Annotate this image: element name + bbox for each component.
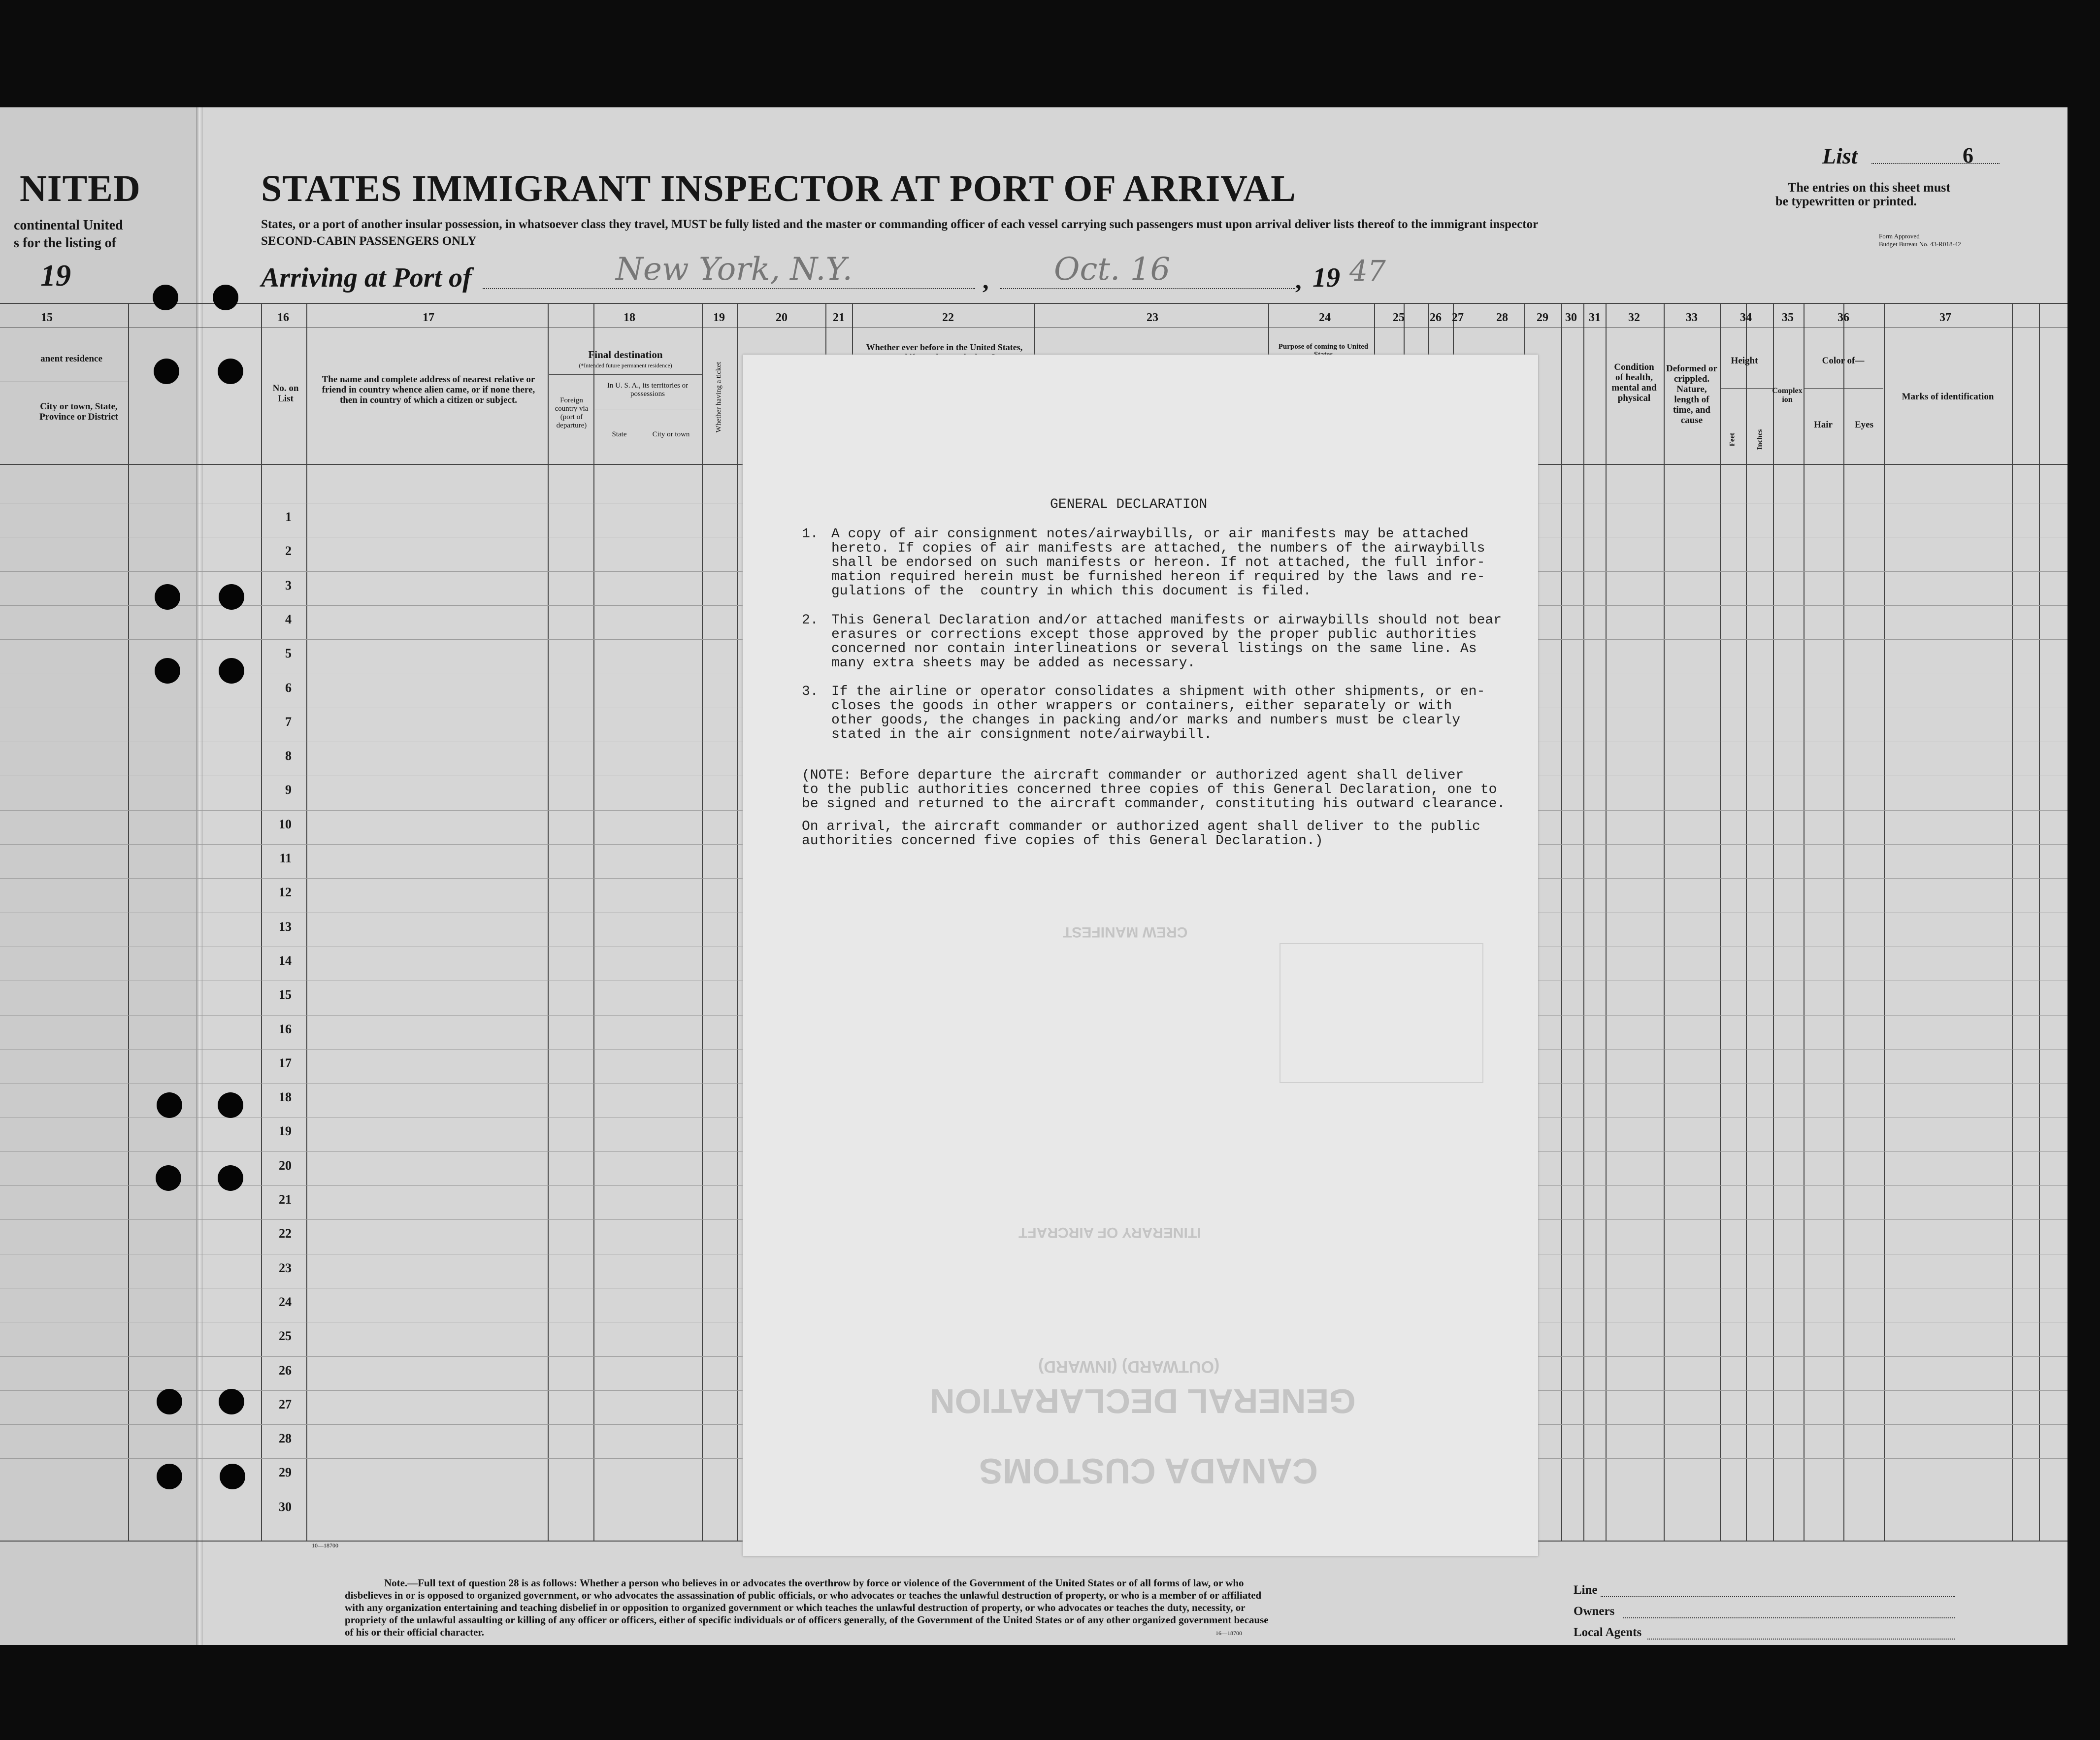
ghost-itinerary-heading: ITINERARY OF AIRCRAFT: [1018, 1224, 1201, 1241]
footer-line-label: Line: [1574, 1583, 1598, 1597]
column-line: [2039, 303, 2040, 1541]
row-number: 1: [285, 510, 292, 524]
col18-foreign-header: Foreign country via (port of departure): [555, 396, 589, 429]
punch-hole: [155, 584, 180, 610]
column-number: 17: [423, 311, 434, 324]
column-number: 19: [713, 311, 725, 324]
column-number: 20: [776, 311, 788, 324]
item1-text: A copy of air consignment notes/airwaybills, or air manifests may be attached hereto. If copies of air manifests are attached, the numbers of the airwaybills shall be endorsed on such manifests or hereon. If not attached, the full infor- mation required herein must be furnished hereon if required by the laws and re- gulations of the country in which this document is filed.: [831, 526, 1485, 599]
entries-note-line2: be typewritten or printed.: [1775, 194, 1917, 208]
form-approved-line1: Form Approved: [1879, 232, 1920, 240]
punch-hole: [153, 285, 178, 310]
column-number: 23: [1147, 311, 1158, 324]
left-fragment-line1: continental United: [14, 218, 123, 233]
footer-note-code: 16—18700: [1215, 1630, 1242, 1637]
column-number: 28: [1496, 311, 1508, 324]
column-number: 22: [942, 311, 954, 324]
column-number: 37: [1939, 311, 1951, 324]
row-number: 9: [285, 783, 292, 797]
item3-number: 3.: [802, 684, 819, 699]
page-fold: [196, 107, 203, 1645]
row-number: 7: [285, 714, 292, 729]
column-number: 35: [1782, 311, 1794, 324]
arriving-date-line: [1000, 288, 1295, 289]
column-line: [737, 303, 738, 1541]
column-number: 24: [1319, 311, 1331, 324]
declaration-note: (NOTE: Before departure the aircraft commander or authorized agent shall deliver to the public authorities concerned three copies of this General Declaration, one to be signed and returned to the aircraft commander, constituting his outward clearance.: [802, 768, 1506, 812]
column-number: 21: [833, 311, 845, 324]
declaration-note-arrival: On arrival, the aircraft commander or authorized agent shall deliver to the public authorities concerned five copies of this General Declaration.): [802, 819, 1480, 849]
footer-owners-label: Owners: [1574, 1605, 1615, 1618]
general-declaration-document: [743, 355, 1538, 1556]
punch-hole: [218, 359, 243, 384]
column-number: 31: [1589, 311, 1601, 324]
col22-header: Whether ever before in the United States,: [866, 342, 1023, 352]
col18-subtitle: (*Intended future permanent residence): [579, 362, 672, 369]
row-number: 6: [285, 680, 292, 695]
column-number: 34: [1740, 311, 1752, 324]
column-line: [1773, 303, 1774, 1541]
row-number: 3: [285, 578, 292, 592]
row-number: 29: [279, 1465, 292, 1480]
column-line: [1804, 303, 1805, 1541]
row-number: 25: [279, 1329, 292, 1344]
column-line: [1746, 303, 1747, 1541]
col24-header: Purpose of coming to United: [1278, 343, 1369, 351]
col34-header: Height: [1731, 356, 1758, 366]
ghost-declaration-heading: GENERAL DECLARATION: [930, 1382, 1356, 1420]
column-number: 16: [277, 311, 289, 324]
title-left-fragment: NITED: [20, 168, 141, 209]
ghost-manifest-heading: CREW MANIFEST: [1063, 924, 1188, 940]
item2-text: This General Declaration and/or attached manifests or airwaybills should not bear erasures or corrections except those approved by the proper public authorities concerned nor contain interlineations or several listings on the same line. As many extra sheets may be added as necessary.: [831, 613, 1502, 671]
row-number: 2: [285, 544, 292, 558]
col15-top-header: anent residence: [40, 354, 102, 364]
row-number: 20: [279, 1158, 292, 1173]
col18-city-header: City or town: [652, 430, 690, 438]
punch-hole: [218, 1092, 243, 1118]
col36-header: Color of—: [1822, 356, 1865, 366]
punch-hole: [219, 658, 244, 684]
column-number: 36: [1838, 311, 1849, 324]
entries-note-line1: The entries on this sheet must: [1788, 180, 1951, 195]
item3-text: If the airline or operator consolidates a shipment with other shipments, or en- closes the goods in other wrappers or containers, either separately or with other goods, the changes in packing and/or marks and numbers must be clearly stated in the air consignment note/airwaybill.: [831, 684, 1485, 742]
ghost-declaration-sub: (OUTWARD) (INWARD): [1038, 1357, 1220, 1376]
row-number: 16: [279, 1021, 292, 1036]
page-title: STATES IMMIGRANT INSPECTOR AT PORT OF ARRIVAL: [261, 168, 1296, 209]
ghost-stamp-box: [1280, 943, 1483, 1083]
list-number: 6: [1963, 143, 1973, 167]
column-number: 15: [41, 311, 53, 324]
table-top-border: [0, 303, 2067, 304]
col37-header: Marks of identification: [1902, 392, 1994, 402]
row-number: 14: [279, 953, 292, 968]
footer-agents-field: [1647, 1638, 1955, 1640]
col34-feet-header: Feet: [1728, 432, 1737, 447]
footer-owners-field: [1623, 1617, 1955, 1618]
row-number: 21: [279, 1192, 292, 1207]
col34-inches-header: Inches: [1756, 429, 1764, 450]
list-label: List: [1822, 143, 1858, 168]
column-line: [593, 303, 594, 1541]
punch-hole: [219, 1389, 244, 1414]
ghost-customs-heading: CANADA CUSTOMS: [979, 1451, 1318, 1490]
row-number: 18: [279, 1090, 292, 1105]
row-number: 30: [279, 1499, 292, 1514]
subtitle-line1: States, or a port of another insular possession, in whatsoever class they travel, MUST be fully listed and the master or commanding officer of each vessel carrying such passengers must upon arrival deliver lists thereof to the immigrant inspector: [261, 218, 1539, 231]
punch-hole: [213, 285, 238, 310]
arriving-date-handwritten: Oct. 16: [1054, 251, 1171, 288]
col19-header: Whether having a ticket: [715, 361, 723, 433]
column-number: 33: [1686, 311, 1698, 324]
col36-divider: [1804, 388, 1883, 389]
col35-header: Complexion: [1772, 387, 1803, 404]
row-number: 15: [279, 987, 292, 1002]
col18-state-header: State: [612, 430, 627, 438]
col18-usa-header: In U. S. A., its territories or possessions: [607, 382, 689, 398]
column-number: 26: [1430, 311, 1442, 324]
punch-hole: [157, 1464, 182, 1489]
punch-hole: [156, 1165, 181, 1191]
row-number: 4: [285, 612, 292, 626]
column-number: 32: [1628, 311, 1640, 324]
declaration-title: GENERAL DECLARATION: [1050, 497, 1208, 512]
item1-number: 1.: [802, 526, 819, 542]
row-number: 27: [279, 1397, 292, 1412]
column-number: 18: [623, 311, 635, 324]
year-prefix: 19: [1312, 263, 1340, 293]
row-number: 19: [279, 1124, 292, 1139]
punch-hole: [157, 1389, 182, 1414]
column-number: 29: [1537, 311, 1548, 324]
punch-hole: [220, 1464, 245, 1489]
row-number: 8: [285, 749, 292, 763]
punch-hole: [219, 584, 244, 610]
col34-divider: [1720, 388, 1773, 389]
col36-eyes-header: Eyes: [1855, 420, 1873, 430]
arriving-port-handwritten: New York, N.Y.: [616, 251, 853, 288]
footer-line-field: [1601, 1596, 1955, 1597]
col18-title: Final destination: [588, 349, 663, 361]
column-line: [2012, 303, 2013, 1541]
column-line: [128, 303, 129, 1541]
left-year: 19: [40, 259, 71, 293]
column-line: [1664, 303, 1665, 1541]
row-number: 17: [279, 1055, 292, 1070]
footer-agents-label: Local Agents: [1574, 1626, 1642, 1639]
row-number: 26: [279, 1363, 292, 1378]
column-line: [548, 303, 549, 1541]
row-number: 24: [279, 1294, 292, 1309]
arriving-label: Arriving at Port of: [261, 263, 472, 293]
column-line: [1884, 303, 1885, 1541]
column-line: [1583, 303, 1584, 1541]
punch-hole: [157, 1092, 182, 1118]
footer-note: Note.—Full text of question 28 is as follows: Whether a person who believes in or advocates the overthrow by force or violence of the Government of the United States or of all forms of law, or who disbelieves in or is opposed to organized government, or who advocates the assassination of public officials, or who advocates or teaches the unlawful destruction of property, or who is a member of or affiliated with any organization entertaining and teaching disbelief in or opposition to organized government or which teaches the unlawful destruction of property, or who advocates or teaches the duty, necessity, or propriety of the unlawful assaulting or killing of any officer or officers, either of specific individuals or of officers generally, of the Government of the United States or of any other organized government because of his or their official character.: [345, 1577, 1269, 1638]
row-number: 5: [285, 646, 292, 661]
row-number: 12: [279, 885, 292, 900]
row-number: 23: [279, 1260, 292, 1275]
column-line: [1561, 303, 1562, 1541]
col36-hair-header: Hair: [1814, 420, 1833, 430]
col16-header: No. on List: [272, 383, 299, 404]
col33-header: Deformed or crippled. Nature, length of time, and cause: [1666, 363, 1717, 426]
column-line: [1720, 303, 1721, 1541]
punch-hole: [155, 658, 180, 684]
row-number: 28: [279, 1431, 292, 1446]
row-number: 11: [279, 851, 292, 865]
arriving-port-line: [483, 288, 975, 289]
column-number: 30: [1565, 311, 1577, 324]
column-line: [1843, 303, 1844, 1541]
list-number-line: [1871, 163, 2000, 164]
punch-hole: [154, 359, 179, 384]
col18-divider: [549, 374, 702, 375]
row-number: 22: [279, 1226, 292, 1241]
col32-header: Condition of health, mental and physical: [1611, 362, 1657, 403]
comma: ,: [1295, 266, 1302, 294]
column-line: [306, 303, 307, 1541]
left-fragment-line2: s for the listing of: [14, 235, 116, 251]
row-number: 13: [279, 919, 292, 934]
punch-hole: [218, 1165, 243, 1191]
col15-bottom-header: City or town, State, Province or District: [39, 401, 118, 422]
item2-number: 2.: [802, 613, 819, 628]
column-number: 25: [1393, 311, 1405, 324]
row-number: 10: [279, 817, 292, 831]
col17-header: The name and complete address of nearest relative or friend in country whence alien came, or if none there, then in country of which a citizen or subject.: [322, 374, 535, 405]
form-approved-line2: Budget Bureau No. 43-R018-42: [1879, 240, 1961, 248]
comma: ,: [983, 266, 989, 294]
column-line: [1606, 303, 1607, 1541]
subtitle-line2: SECOND-CABIN PASSENGERS ONLY: [261, 234, 477, 248]
column-line: [702, 303, 703, 1541]
column-number: 27: [1452, 311, 1464, 324]
year-handwritten: 47: [1349, 254, 1386, 288]
form-code: 10—18700: [312, 1542, 338, 1549]
